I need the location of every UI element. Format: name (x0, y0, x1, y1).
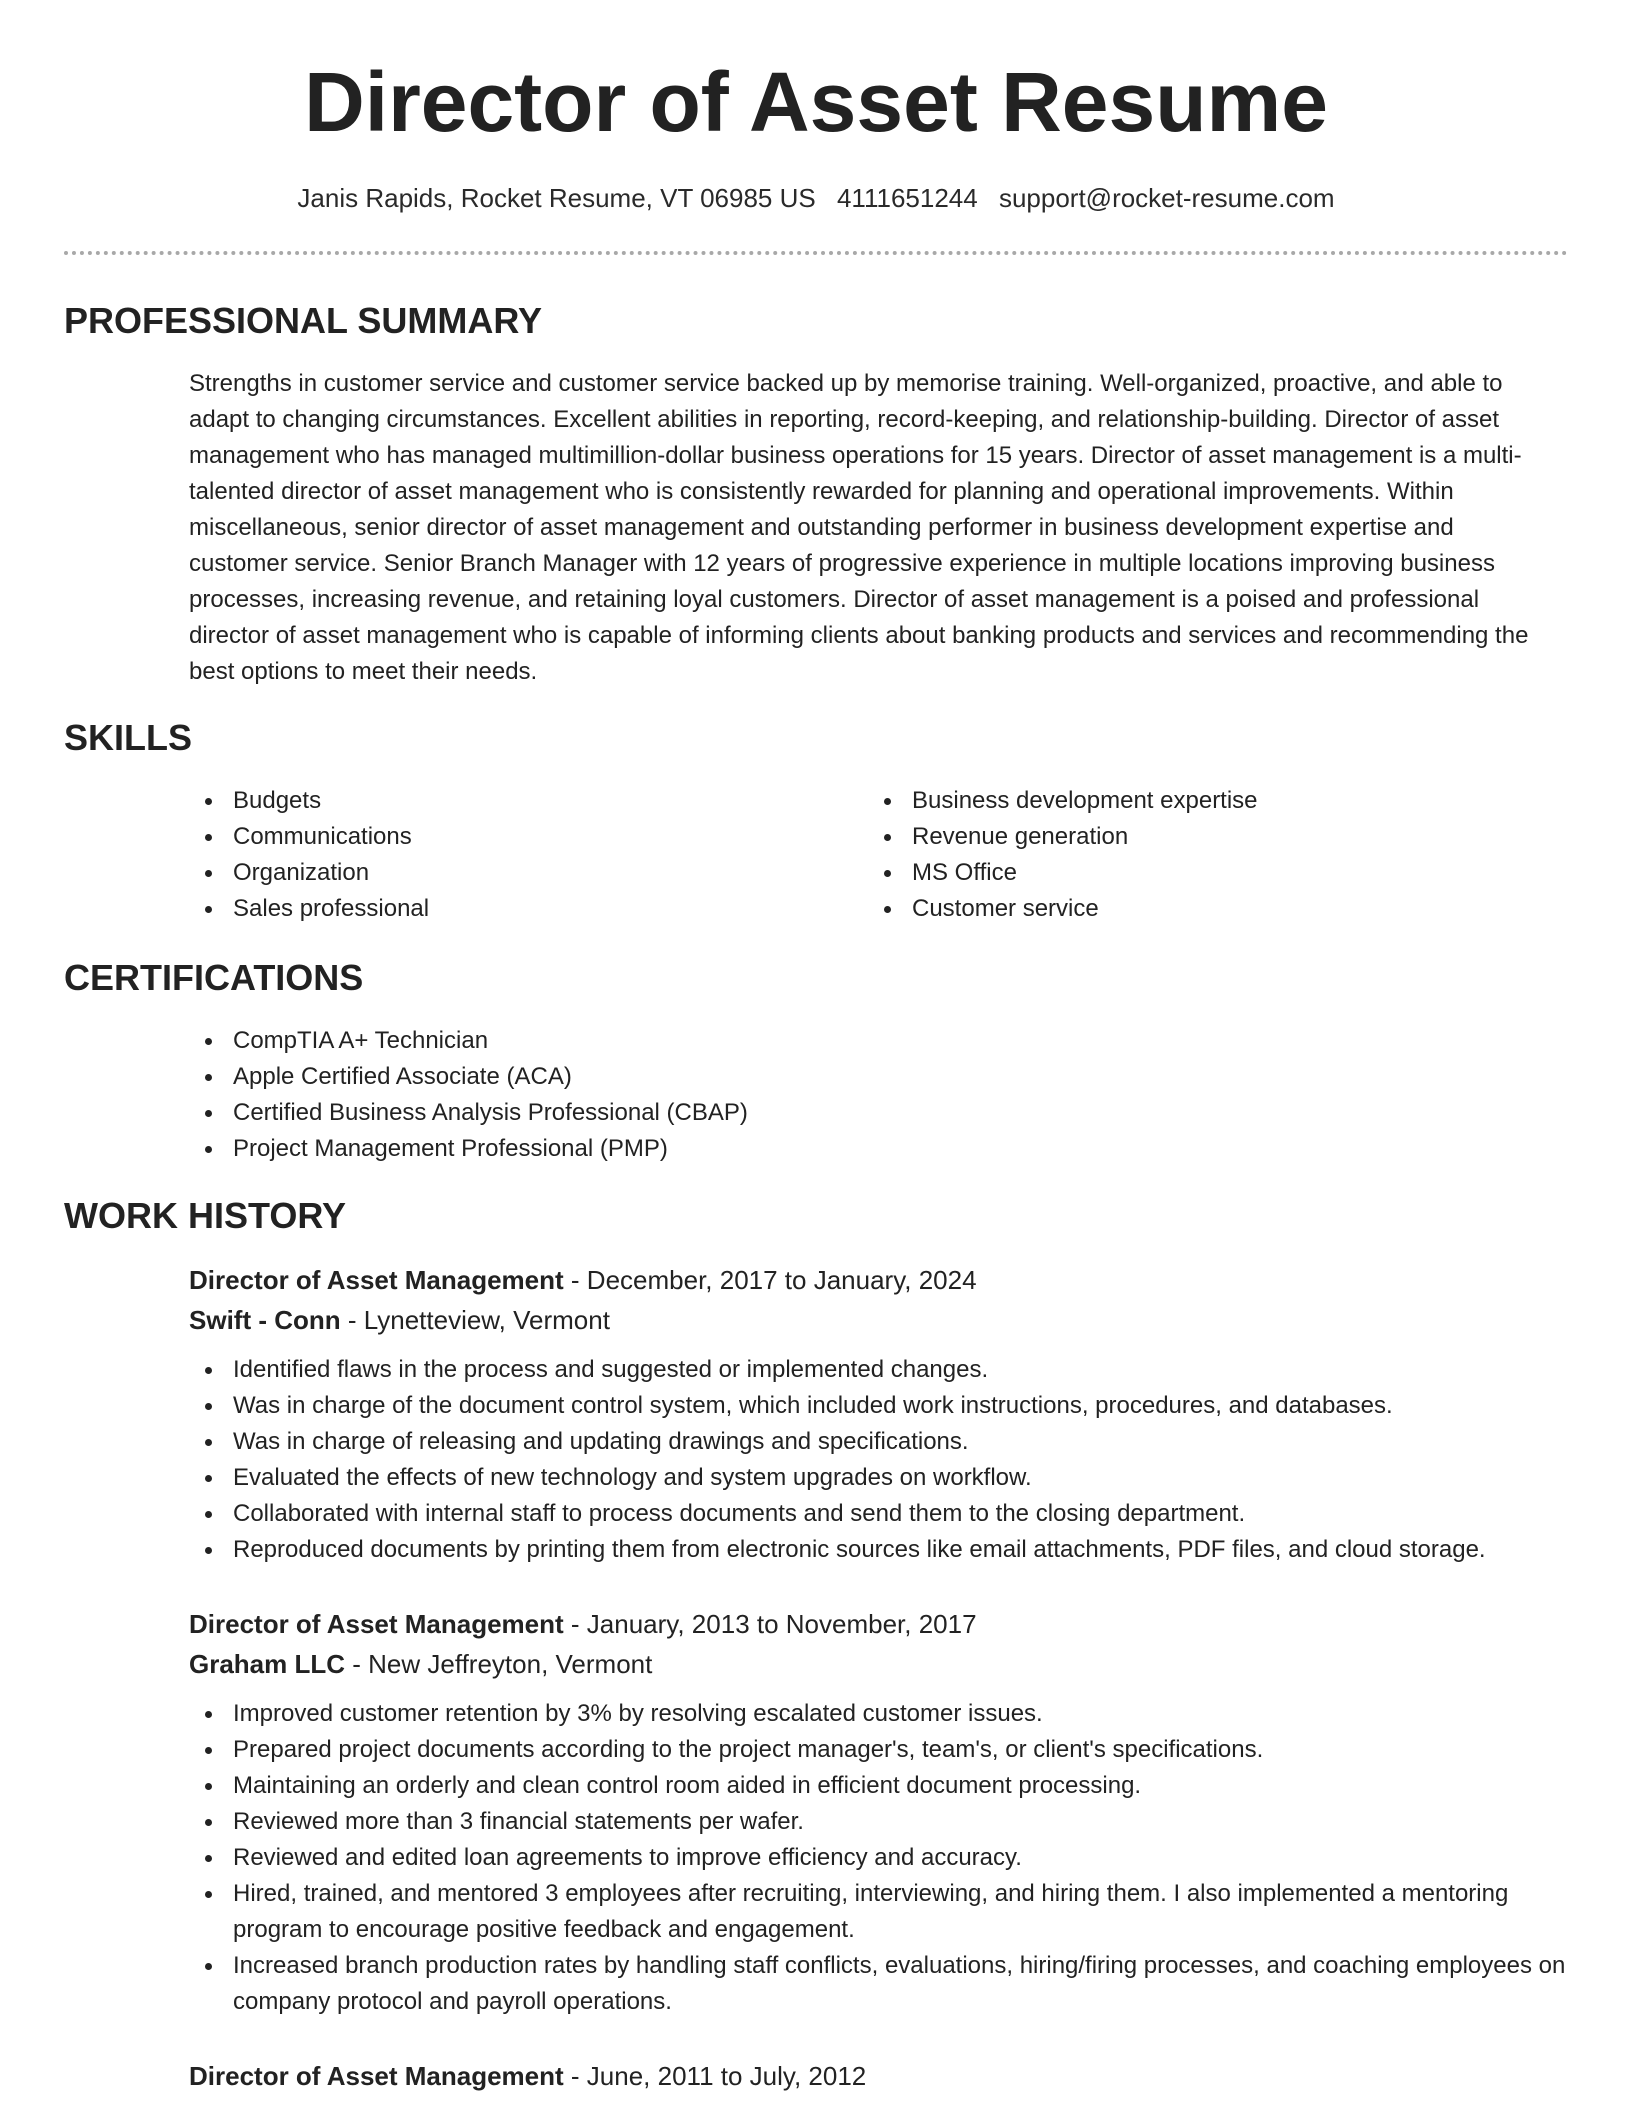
job-title-line (189, 2056, 1569, 2096)
job-title: Director of Asset Management (189, 1265, 564, 1295)
job-bullet: Reviewed and edited loan agreements to improve efficiency and accuracy. (189, 1840, 1569, 1876)
job-bullet: Increased branch production rates by handling staff conflicts, evaluations, hiring/firing processes, and coaching employees on company protocol and payroll operations. (189, 1948, 1569, 2020)
job-entry (189, 2056, 1569, 2096)
job-bullet: Prepared project documents according to the project manager's, team's, or client's specifications. (189, 1732, 1569, 1768)
section-heading-certifications: CERTIFICATIONS (64, 957, 364, 998)
contact-address: Janis Rapids, Rocket Resume, VT 06985 US (297, 183, 816, 213)
resume-title: Director of Asset Resume (304, 55, 1328, 149)
skill-item: Business development expertise (868, 783, 1508, 819)
job-title-line (189, 1260, 1569, 1300)
header-divider (64, 251, 1568, 255)
skill-item: Budgets (189, 783, 829, 819)
job-title: Director of Asset Management (189, 1609, 564, 1639)
skill-item: Sales professional (189, 891, 829, 927)
job-bullets (189, 1352, 1569, 1568)
job-company-line (189, 1300, 1569, 1340)
job-bullet: Identified flaws in the process and suggested or implemented changes. (189, 1352, 1569, 1388)
section-heading-skills: SKILLS (64, 717, 193, 758)
job-dates: - December, 2017 to January, 2024 (563, 1265, 977, 1295)
job-title-line (189, 1604, 1569, 1644)
skill-item: Customer service (868, 891, 1508, 927)
job-bullet: Was in charge of the document control system, which included work instructions, procedures, and databases. (189, 1388, 1569, 1424)
job-company-line (189, 1644, 1569, 1684)
certifications-list (189, 1023, 1389, 1167)
skills-list-right (868, 783, 1508, 927)
job-bullet: Improved customer retention by 3% by resolving escalated customer issues. (189, 1696, 1569, 1732)
skills-list-left (189, 783, 829, 927)
job-bullet: Was in charge of releasing and updating drawings and specifications. (189, 1424, 1569, 1460)
skill-item: Communications (189, 819, 829, 855)
contact-line (0, 180, 1632, 216)
job-location: - Lynetteview, Vermont (340, 1305, 610, 1335)
section-heading-work-history: WORK HISTORY (64, 1195, 347, 1236)
job-location: - New Jeffreyton, Vermont (345, 1649, 653, 1679)
job-entry (189, 1604, 1569, 2020)
skill-item: Organization (189, 855, 829, 891)
certification-item: Apple Certified Associate (ACA) (189, 1059, 1389, 1095)
certification-item: Certified Business Analysis Professional (CBAP) (189, 1095, 1389, 1131)
contact-phone: 4111651244 (836, 183, 978, 213)
job-bullets (189, 1696, 1569, 2020)
certification-item: Project Management Professional (PMP) (189, 1131, 1389, 1167)
job-entry (189, 1260, 1569, 1568)
skill-item: MS Office (868, 855, 1508, 891)
job-company: Swift - Conn (189, 1305, 341, 1335)
job-dates: - January, 2013 to November, 2017 (563, 1609, 977, 1639)
skill-item: Revenue generation (868, 819, 1508, 855)
job-bullet: Reviewed more than 3 financial statements per wafer. (189, 1804, 1569, 1840)
job-bullet: Reproduced documents by printing them from electronic sources like email attachments, PDF files, and cloud storage. (189, 1532, 1569, 1568)
job-bullet: Collaborated with internal staff to process documents and send them to the closing department. (189, 1496, 1569, 1532)
job-company: Graham LLC (189, 1649, 346, 1679)
certification-item: CompTIA A+ Technician (189, 1023, 1389, 1059)
job-bullet: Hired, trained, and mentored 3 employees after recruiting, interviewing, and hiring them. I also implemented a mentoring program to encourage positive feedback and engagement. (189, 1876, 1569, 1948)
section-heading-summary: PROFESSIONAL SUMMARY (64, 300, 543, 341)
contact-email: support@rocket-resume.com (998, 183, 1335, 213)
job-bullet: Evaluated the effects of new technology and system upgrades on workflow. (189, 1460, 1569, 1496)
job-title: Director of Asset Management (189, 2061, 564, 2091)
job-bullet: Maintaining an orderly and clean control room aided in efficient document processing. (189, 1768, 1569, 1804)
summary-text: Strengths in customer service and customer service backed up by memorise training. Well-organized, proactive, and able to adapt to changing circumstances. Excellent abilities in reporting, record-keeping, and relationship-building. Director of asset management who has managed multimillion-dollar business operations for 15 years. Director of asset management is a multi-talented director of asset management who is consistently rewarded for planning and operational improvements. Within miscellaneous, senior director of asset management and outstanding performer in business development expertise and customer service. Senior Branch Manager with 12 years of progressive experience in multiple locations improving business processes, increasing revenue, and retaining loyal customers. Director of asset management is a poised and professional director of asset management who is capable of informing clients about banking products and services and recommending the best options to meet their needs. (189, 370, 1529, 685)
job-dates: - June, 2011 to July, 2012 (563, 2061, 867, 2091)
